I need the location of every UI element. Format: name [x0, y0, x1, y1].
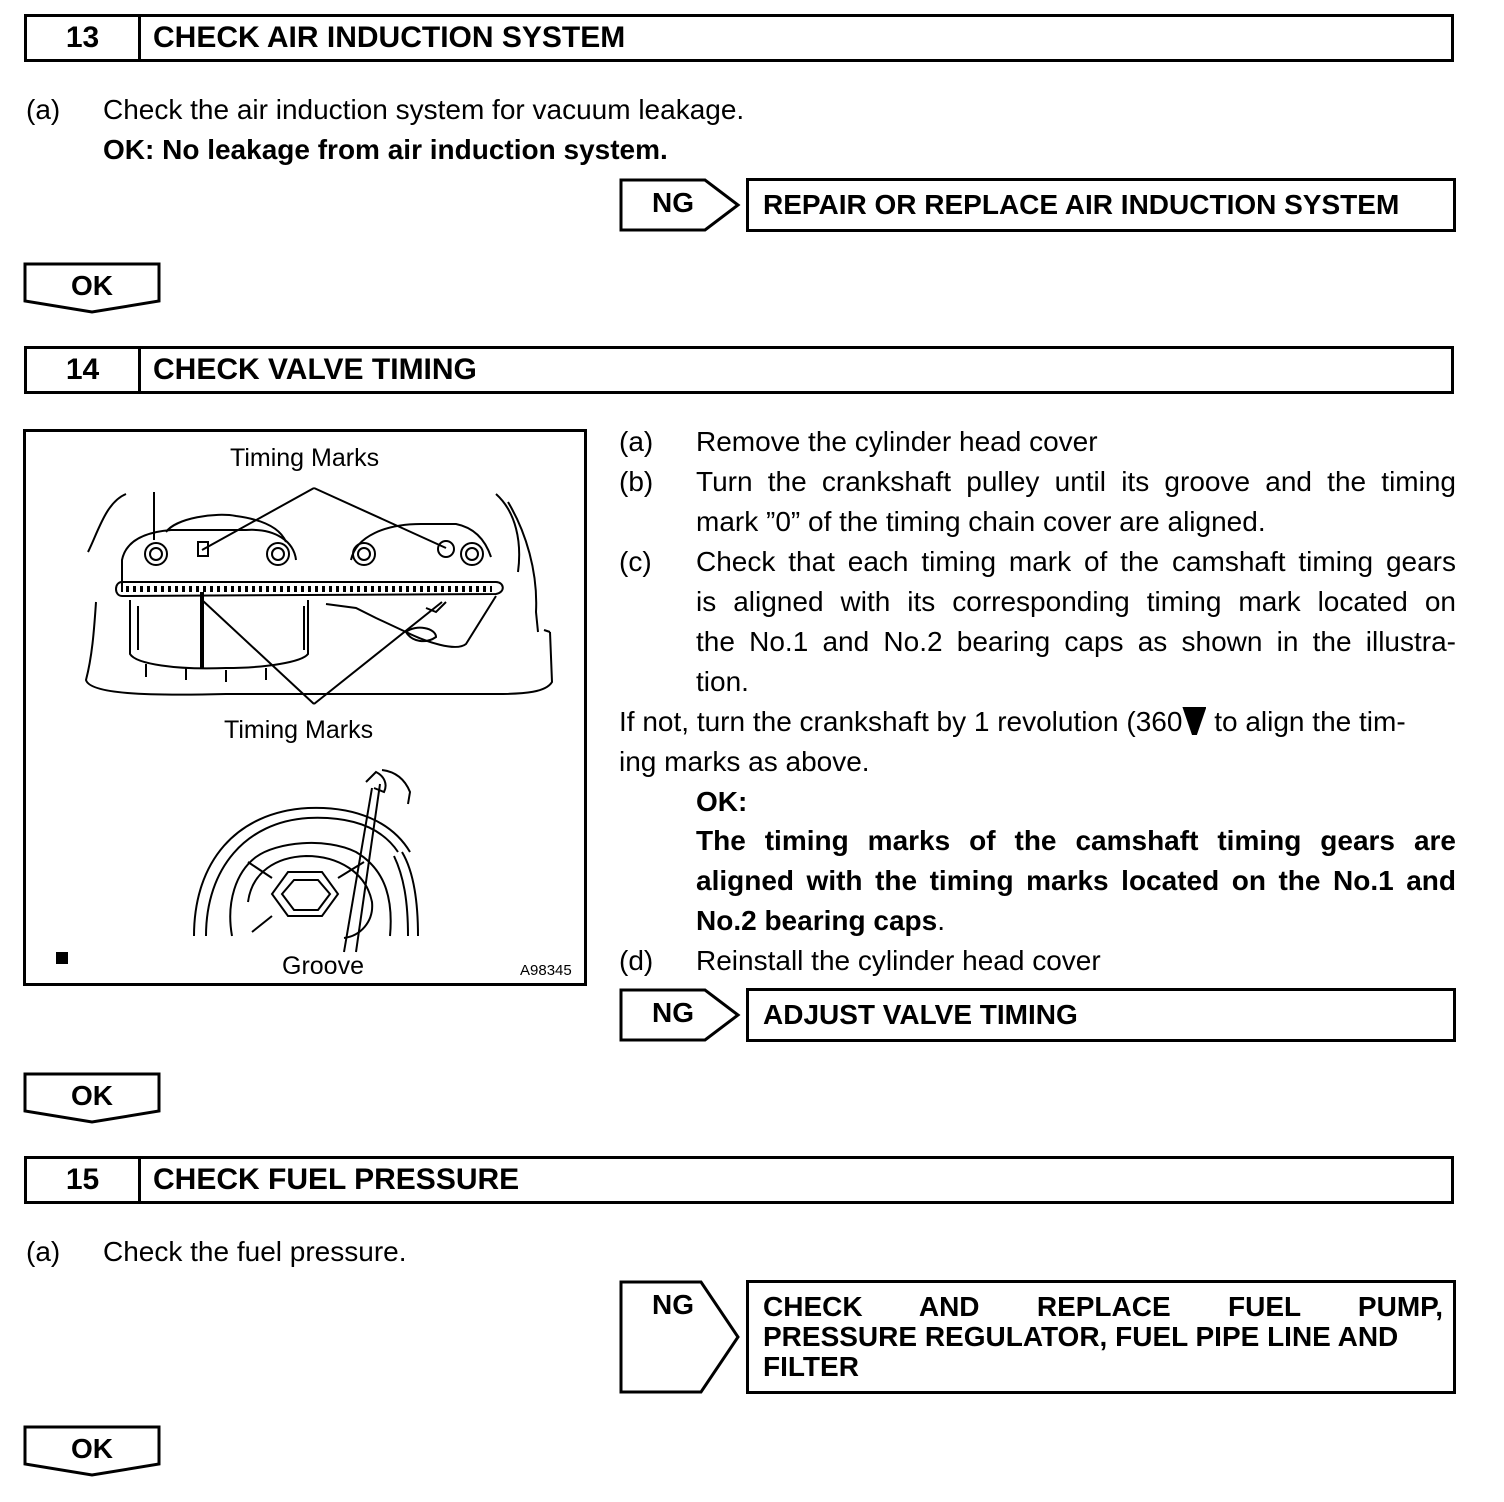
- step-title: CHECK FUEL PRESSURE: [153, 1163, 520, 1196]
- item-label-a: (a): [26, 94, 61, 125]
- if-not-text-line2: ing marks as above.: [619, 746, 870, 777]
- item-label-c: (c): [619, 546, 652, 577]
- timing-marks-label-top: Timing Marks: [230, 444, 380, 472]
- ok-label: OK: [71, 1080, 113, 1111]
- if-not-text-part1: If not, turn the crankshaft by 1 revolution (360: [619, 706, 1183, 737]
- step-title: CHECK VALVE TIMING: [153, 353, 477, 386]
- item-text-a: Check the fuel pressure.: [103, 1236, 407, 1267]
- item-text-c-line3: the No.1 and No.2 bearing caps as shown in the illustra-: [696, 626, 1456, 657]
- item-text-a: Remove the cylinder head cover: [696, 426, 1098, 457]
- step-14-header: [24, 346, 1454, 394]
- ng-label: NG: [652, 997, 694, 1028]
- ng-label: NG: [652, 1289, 694, 1320]
- ng-result-text: ADJUST VALVE TIMING: [763, 999, 1078, 1030]
- item-text-b-line2: mark ”0” of the timing chain cover are aligned.: [696, 506, 1266, 537]
- ok-label: OK: [71, 1433, 113, 1464]
- ng-result-box: [746, 178, 1456, 232]
- timing-illustration: [23, 429, 587, 986]
- ok-criteria-line3: [696, 901, 945, 941]
- ng-result-text-line2: PRESSURE REGULATOR, FUEL PIPE LINE AND: [763, 1321, 1399, 1352]
- engine-timing-drawing: [26, 432, 584, 983]
- step-15-header: [24, 1156, 1454, 1204]
- item-text-d: Reinstall the cylinder head cover: [696, 945, 1101, 976]
- ok-criteria-label: OK:: [696, 786, 748, 817]
- if-not-text-part2: to align the tim-: [1206, 706, 1406, 737]
- ok-criteria-line3-text: No.2 bearing caps: [696, 905, 938, 936]
- ng-result-text-line1: CHECK AND REPLACE FUEL PUMP,: [763, 1291, 1443, 1322]
- ok-criteria-line1: The timing marks of the camshaft timing gears are: [696, 825, 1456, 856]
- degree-glyph-icon: [1182, 707, 1206, 735]
- figure-code: A98345: [520, 962, 572, 979]
- ok-label: OK: [71, 270, 113, 301]
- ng-label: NG: [652, 187, 694, 218]
- ok-criteria-line2: aligned with the timing marks located on the No.1 and: [696, 865, 1456, 896]
- step-13-header: [24, 14, 1454, 62]
- step-number: 14: [27, 349, 141, 391]
- item-label-d: (d): [619, 945, 654, 976]
- ng-result-box: [746, 1280, 1456, 1394]
- item-text-a: Check the air induction system for vacuum leakage.: [103, 94, 745, 125]
- item-text-b-line1: Turn the crankshaft pulley until its groove and the timing: [696, 466, 1456, 497]
- step-number: 13: [27, 17, 141, 59]
- ng-result-text: REPAIR OR REPLACE AIR INDUCTION SYSTEM: [763, 189, 1400, 220]
- ok-criteria-line3-end: .: [937, 905, 945, 936]
- ng-result-box: [746, 988, 1456, 1042]
- item-text-c-line4: tion.: [696, 666, 749, 697]
- item-text-c-line2: is aligned with its corresponding timing mark located on: [696, 586, 1456, 617]
- if-not-text-line1: [619, 702, 1406, 742]
- step-number: 15: [27, 1159, 141, 1201]
- timing-marks-label-bottom: Timing Marks: [224, 716, 374, 744]
- ng-result-text-line3: FILTER: [763, 1351, 859, 1382]
- item-label-a: (a): [26, 1236, 61, 1267]
- item-text-c-line1: Check that each timing mark of the camshaft timing gears: [696, 546, 1456, 577]
- item-label-b: (b): [619, 466, 654, 497]
- item-label-a: (a): [619, 426, 654, 457]
- ok-criteria: OK: No leakage from air induction system.: [103, 134, 668, 165]
- groove-label: Groove: [282, 952, 364, 980]
- step-title: CHECK AIR INDUCTION SYSTEM: [153, 21, 626, 54]
